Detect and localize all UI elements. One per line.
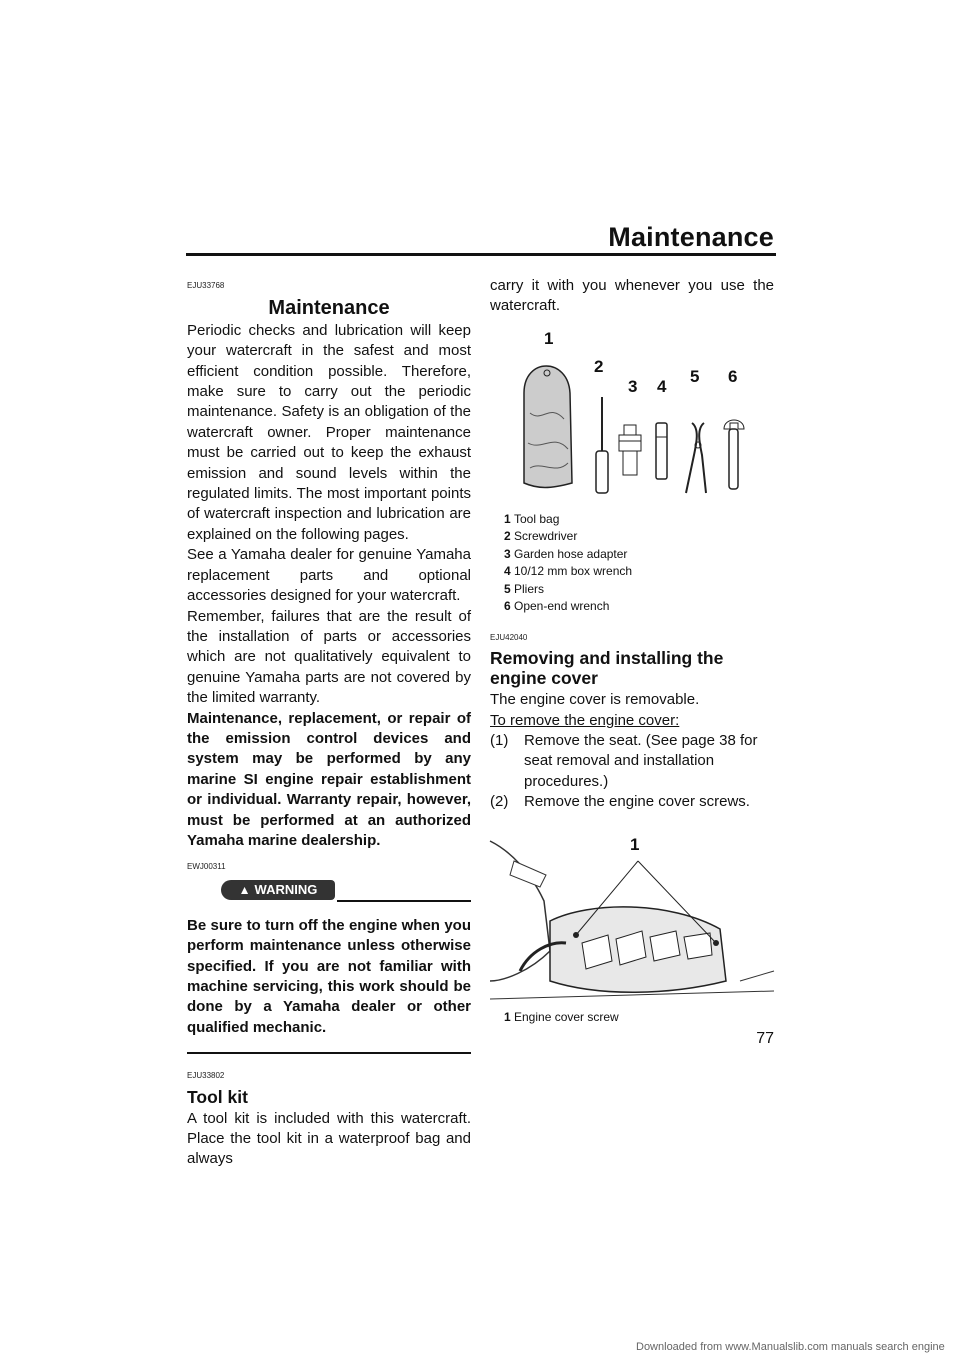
legend-item: 6 Open-end wrench xyxy=(504,599,610,614)
engine-figure xyxy=(490,831,774,1009)
callout-6: 6 xyxy=(728,366,738,386)
callout-1: 1 xyxy=(544,328,554,348)
page-header-title: Maintenance xyxy=(608,222,774,252)
cover-subheading: To remove the engine cover: xyxy=(490,711,680,729)
cover-title: Removing and installing the engine cover xyxy=(490,648,724,689)
toolkit-paragraph: A tool kit is included with this watercraft. Place the tool kit in a waterproof bag and always xyxy=(187,1109,471,1168)
remember-paragraph: Remember, failures that are the result of the installation of parts or accessories which are not qualitatively equivalent to genuine Yamaha parts are not covered by the limited warranty. xyxy=(187,607,471,707)
cover-intro: The engine cover is removable. xyxy=(490,691,700,709)
dealer-paragraph: See a Yamaha dealer for genuine Yamaha replacement parts and optional accessories designed for your watercraft. xyxy=(187,546,471,605)
toolkit-code: EJU33802 xyxy=(187,1071,225,1081)
footer-watermark: Downloaded from www.Manualslib.com manuals search engine xyxy=(636,1341,945,1353)
warning-label: WARNING xyxy=(254,881,318,897)
step-2: (2) Remove the engine cover screws. xyxy=(490,793,750,811)
hose-adapter-icon xyxy=(619,425,641,475)
pliers-icon xyxy=(686,423,706,493)
warning-triangle-icon: ▲ xyxy=(238,882,251,897)
legend-item: 4 10/12 mm box wrench xyxy=(504,564,633,579)
engine-callout-1: 1 xyxy=(630,834,640,854)
left-column xyxy=(187,276,471,1170)
box-wrench-icon xyxy=(656,423,667,479)
warning-code: EWJ00311 xyxy=(187,862,226,872)
legend-item: 1 Tool bag xyxy=(504,511,560,526)
engine-legend xyxy=(504,1009,774,1027)
right-column xyxy=(490,276,774,1026)
tool-legend xyxy=(504,511,774,616)
toolkit-continued: carry it with you whenever you use the watercraft. xyxy=(490,277,774,315)
callout-4: 4 xyxy=(657,376,667,396)
warning-rule xyxy=(337,900,471,902)
tool-bag-icon xyxy=(524,366,572,488)
toolkit-title: Tool kit xyxy=(187,1086,248,1107)
page-number: 77 xyxy=(756,1030,774,1047)
warning-header xyxy=(187,880,471,908)
section-code: EJU33768 xyxy=(187,281,225,290)
callout-5: 5 xyxy=(690,366,700,386)
step-1: (1) Remove the seat. (See page 38 for seat removal and installation procedures.) xyxy=(490,732,758,790)
callout-3: 3 xyxy=(628,376,638,396)
warning-bottom-rule xyxy=(187,1052,471,1054)
legend-item: 5 Pliers xyxy=(504,581,545,596)
legend-item: 1 Engine cover screw xyxy=(504,1009,619,1024)
warning-text: Be sure to turn off the engine when you perform maintenance unless otherwise specified. If you are not familiar with machine servicing, this work should be done by a Yamaha dealer or other qualified mechanic. xyxy=(187,916,471,1036)
toolkit-illustration xyxy=(490,333,774,511)
open-end-wrench-icon xyxy=(724,420,744,489)
emission-note: Maintenance, replacement, or repair of the emission control devices and system may be performed by any marine SI engine repair establishment or individual. Warranty repair, however, must be performed at an authorized Yamaha marine dealership. xyxy=(187,709,471,849)
callout-2: 2 xyxy=(594,356,604,376)
engine-illustration xyxy=(490,831,774,1009)
warning-badge xyxy=(221,880,335,900)
toolkit-figure xyxy=(490,328,774,511)
cover-code: EJU42040 xyxy=(490,632,528,642)
legend-item: 2 Screwdriver xyxy=(504,529,578,544)
header-rule xyxy=(186,253,776,256)
legend-item: 3 Garden hose adapter xyxy=(504,546,628,561)
section-title: Maintenance xyxy=(268,297,390,320)
screwdriver-icon xyxy=(596,397,608,493)
intro-paragraph: Periodic checks and lubrication will keep your watercraft in the safest and most efficient condition possible. Therefore, make sure to carry out the periodic maintenance. Safety is an obligation of the watercraft owner. Proper maintenance must be carried out to keep the exhaust emission and sound levels within the regulated limits. The most important points of watercraft inspection and lubrication are explained on the following pages. xyxy=(187,321,471,543)
